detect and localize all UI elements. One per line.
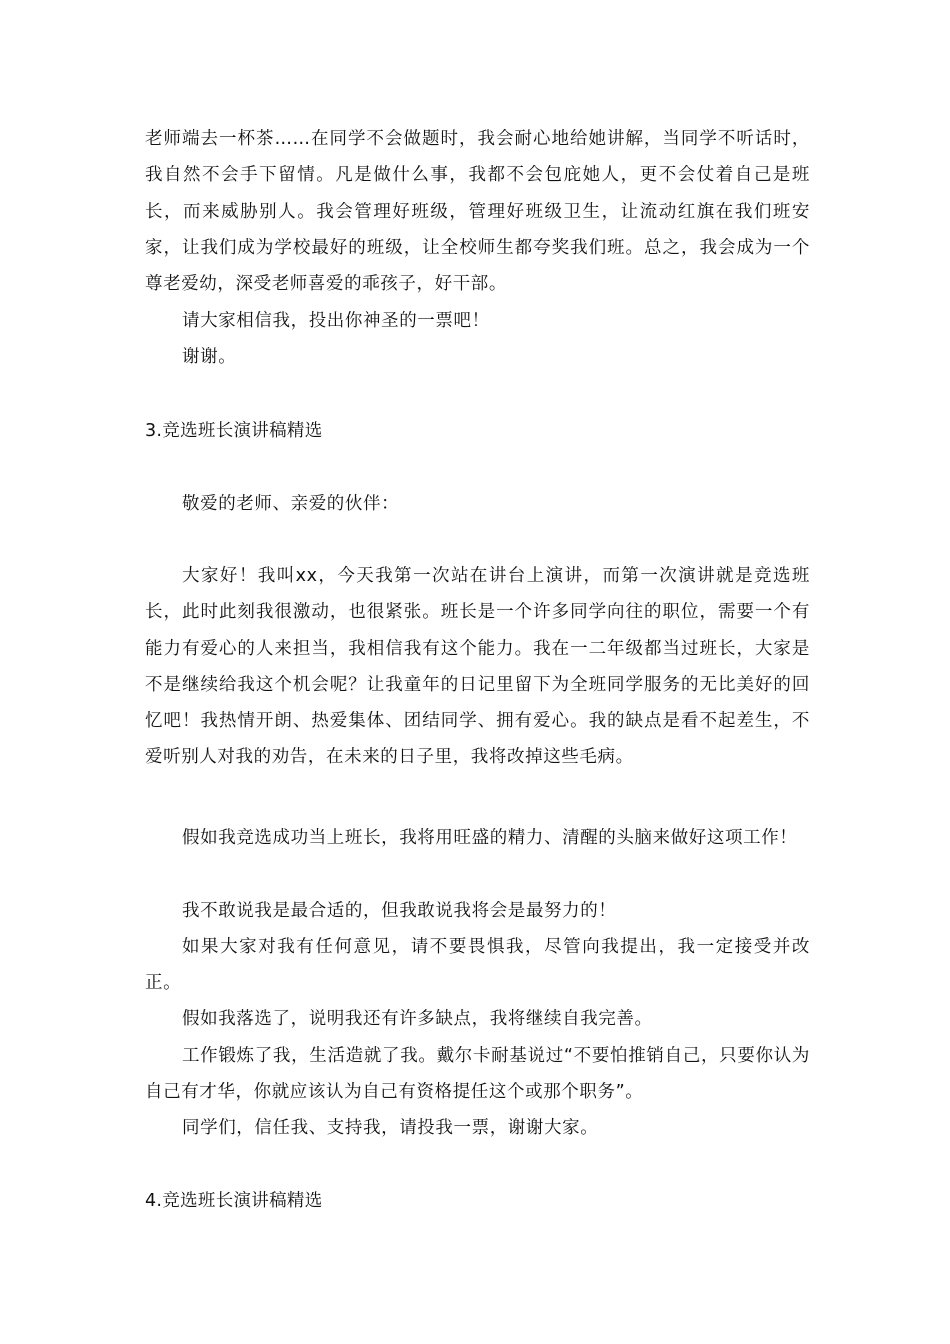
section-heading-4: 4.竞选班长演讲稿精选	[145, 1191, 323, 1211]
paragraph-introduction: 大家好！我叫xx，今天我第一次站在讲台上演讲，而第一次演讲就是竞选班长，此时此刻我很激动，也很紧张。班长是一个许多同学向往的职位，需要一个有能力有爱心的人来担当，我相信我有这个能力。我在一二年级都当过班长，大家是不是继续给我这个机会呢？让我童年的日记里留下为全班同学服务的无比美好的回忆吧！我热情开朗、热爱集体、团结同学、拥有爱心。我的缺点是看不起差生，不爱听别人对我的劝告，在未来的日子里，我将改掉这些毛病。	[145, 566, 810, 768]
paragraph-thanks: 谢谢。	[182, 347, 237, 367]
paragraph-appeal: 请大家相信我，投出你神圣的一票吧！	[182, 311, 490, 331]
paragraph-effort: 我不敢说我是最合适的，但我敢说我将会是最努力的！	[182, 901, 617, 921]
paragraph-feedback: 如果大家对我有任何意见，请不要畏惧我，尽管向我提出，我一定接受并改正。	[145, 937, 810, 994]
paragraph-salutation: 敬爱的老师、亲爱的伙伴：	[182, 494, 400, 514]
paragraph-promise: 假如我竞选成功当上班长，我将用旺盛的精力、清醒的头脑来做好这项工作！	[182, 828, 798, 848]
paragraph-if-lose: 假如我落选了，说明我还有许多缺点，我将继续自我完善。	[182, 1009, 653, 1029]
section-heading-3: 3.竞选班长演讲稿精选	[145, 421, 323, 441]
paragraph-continuation: 老师端去一杯茶……在同学不会做题时，我会耐心地给她讲解，当同学不听话时，我自然不会手下留情。凡是做什么事，我都不会包庇她人，更不会仗着自己是班长，而来威胁别人。我会管理好班级，管理好班级卫生，让流动红旗在我们班安家，让我们成为学校最好的班级，让全校师生都夸奖我们班。总之，我会成为一个尊老爱幼，深受老师喜爱的乖孩子，好干部。	[145, 129, 810, 295]
paragraph-quote: 工作锻炼了我，生活造就了我。戴尔卡耐基说过“不要怕推销自己，只要你认为自己有才华，你就应该认为自己有资格提任这个或那个职务”。	[145, 1046, 810, 1103]
paragraph-closing: 同学们，信任我、支持我，请投我一票，谢谢大家。	[182, 1118, 599, 1138]
